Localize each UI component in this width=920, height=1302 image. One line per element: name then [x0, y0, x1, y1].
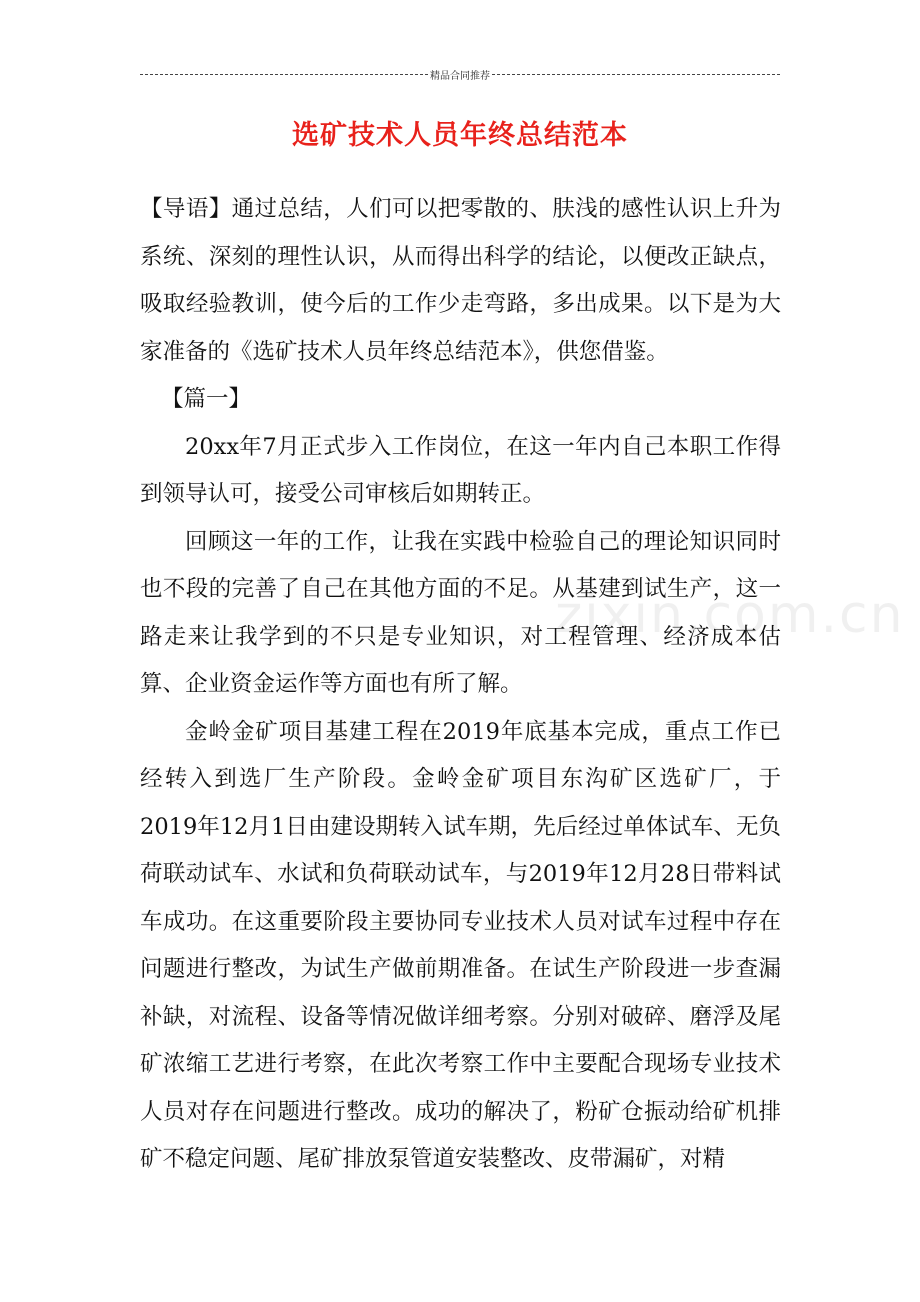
header-label: 精品合同推荐	[430, 70, 490, 82]
section-heading: 【篇一】	[161, 386, 252, 412]
body-paragraph-1: 20xx年7月正式步入工作岗位，在这一年内自己本职工作得到领导认可，接受公司审核后如期转正。	[140, 433, 781, 507]
page-header	[140, 66, 780, 82]
intro-paragraph: 【导语】通过总结，人们可以把零散的、肤浅的感性认识上升为系统、深刻的理性认识，从而得出科学的结论，以便改正缺点，吸取经验教训，使今后的工作少走弯路，多出成果。以下是为大家准备的《选矿技术人员年终总结范本》，供您借鉴。	[140, 196, 781, 365]
watermark: zixin.com.cn	[555, 585, 905, 645]
header-dash-right	[492, 74, 780, 75]
body-paragraph-2: 回顾这一年的工作，让我在实践中检验自己的理论知识同时也不段的完善了自己在其他方面的不足。从基建到试生产，这一路走来让我学到的不只是专业知识，对工程管理、经济成本估算、企业资金运作等方面也有所了解。	[140, 528, 781, 697]
document-title: 选矿技术人员年终总结范本	[292, 120, 628, 151]
document-body	[140, 186, 781, 1184]
header-dash-left	[140, 74, 428, 75]
body-paragraph-3: 金岭金矿项目基建工程在2019年底基本完成，重点工作已经转入到选厂生产阶段。金岭金矿项目东沟矿区选矿厂，于2019年12月1日由建设期转入试车期，先后经过单体试车、无负荷联动试车、水试和负荷联动试车，与2019年12月28日带料试车成功。在这重要阶段主要协同专业技术人员对试车过程中存在问题进行整改，为试生产做前期准备。在试生产阶段进一步查漏补缺，对流程、设备等情况做详细考察。分别对破碎、磨浮及尾矿浓缩工艺进行考察，在此次考察工作中主要配合现场专业技术人员对存在问题进行整改。成功的解决了，粉矿仓振动给矿机排矿不稳定问题、尾矿排放泵管道安装整改、皮带漏矿，对精	[140, 718, 781, 1172]
